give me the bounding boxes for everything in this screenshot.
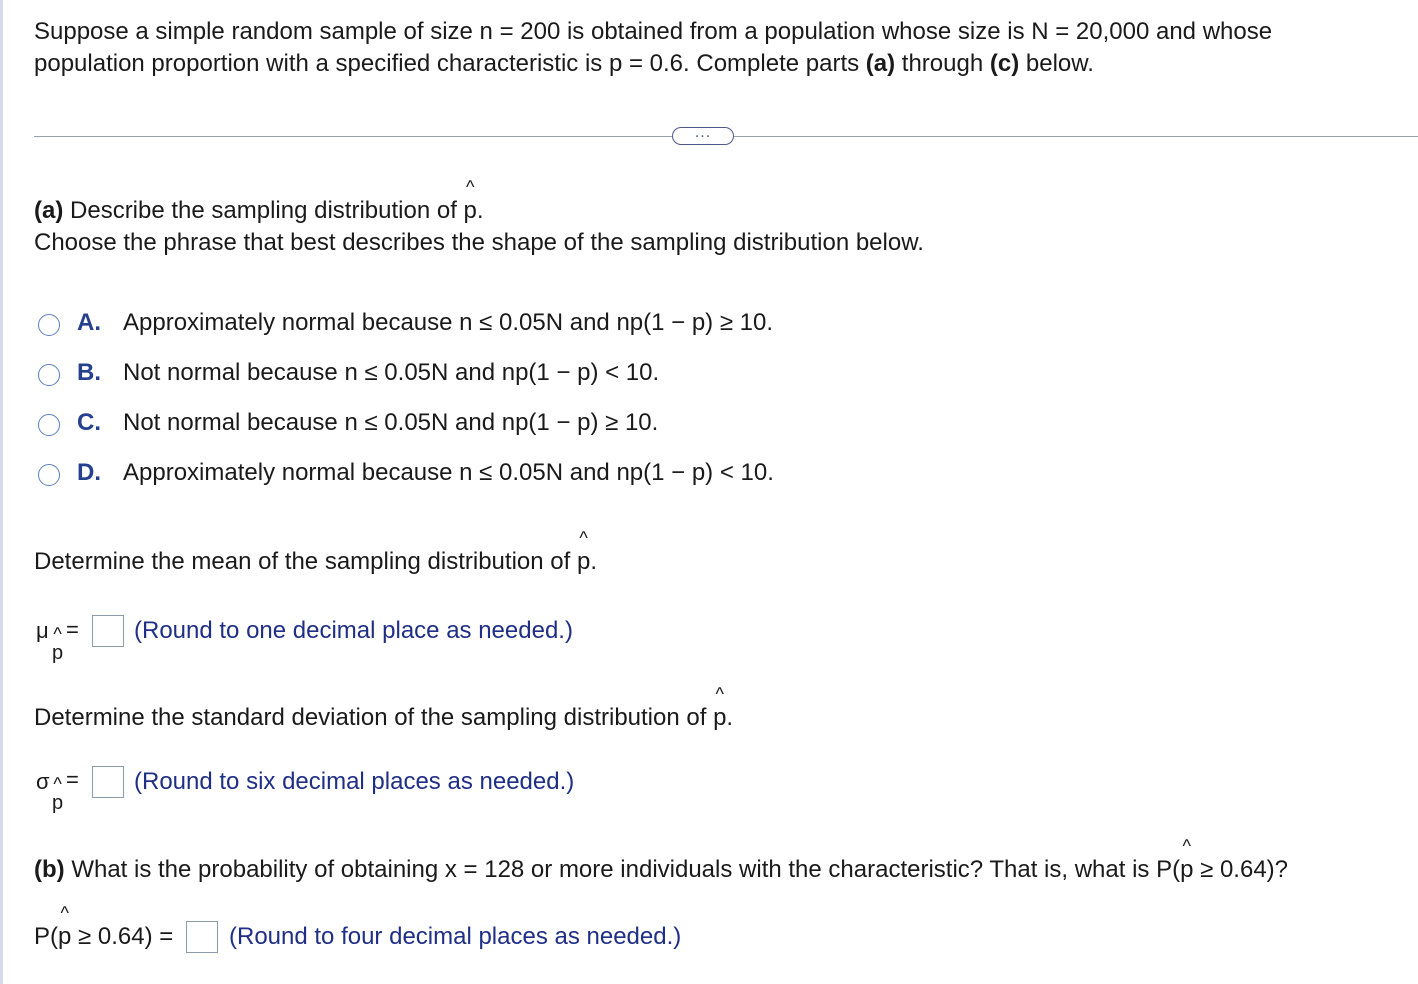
show-more-button[interactable]: ... [672, 127, 734, 145]
mean-question: Determine the mean of the sampling distribution of ^ p. [34, 546, 597, 578]
sigma-symbol: σ [36, 769, 50, 794]
mu-symbol: μ [36, 618, 49, 643]
option-letter: D. [77, 459, 101, 486]
probability-answer-input[interactable] [186, 921, 218, 953]
option-text: Approximately normal because n ≤ 0.05N and np(1 − p) < 10. [123, 459, 774, 486]
option-text: Not normal because n ≤ 0.05N and np(1 − p) ≥ 10. [123, 409, 659, 436]
radio-button-b[interactable] [38, 364, 60, 386]
radio-button-d[interactable] [38, 464, 60, 486]
sigma-subscript-p-hat: ^ p [52, 792, 63, 815]
p-hat-symbol: ^ p [713, 702, 726, 734]
sd-equals: = [66, 767, 79, 792]
option-text: Not normal because n ≤ 0.05N and np(1 − p) < 10. [123, 359, 660, 386]
mean-answer-input[interactable] [92, 615, 124, 647]
probability-label: P(^ p ≥ 0.64) = [34, 921, 173, 953]
p-hat-symbol: ^ p [464, 195, 477, 227]
option-letter: A. [77, 309, 101, 336]
sd-answer-input[interactable] [92, 766, 124, 798]
problem-statement-line1: Suppose a simple random sample of size n = 200 is obtained from a population whose size is N = 20,000 and whose [34, 18, 1273, 45]
option-text: Approximately normal because n ≤ 0.05N and np(1 − p) ≥ 10. [123, 309, 774, 336]
mean-rounding-hint: (Round to one decimal place as needed.) [134, 617, 573, 644]
probability-rounding-hint: (Round to four decimal places as needed.) [229, 923, 682, 950]
mu-subscript-p-hat: ^ p [52, 642, 63, 665]
part-b-question: (b) What is the probability of obtaining x = 128 or more individuals with the characteristic? That is, what is P(^ p ≥ 0.64)? [34, 854, 1288, 886]
part-a-question: (a) Describe the sampling distribution of ^ p. [34, 195, 484, 227]
sd-question: Determine the standard deviation of the sampling distribution of ^ p. [34, 702, 733, 734]
p-hat-symbol: ^ p [1180, 854, 1193, 886]
sd-rounding-hint: (Round to six decimal places as needed.) [134, 768, 575, 795]
option-letter: B. [77, 359, 101, 386]
option-d[interactable] [36, 456, 936, 496]
radio-button-a[interactable] [38, 314, 60, 336]
option-b[interactable] [36, 356, 936, 396]
p-hat-symbol: ^ p [577, 546, 590, 578]
part-a-instruction: Choose the phrase that best describes the shape of the sampling distribution below. [34, 229, 924, 256]
mean-equals: = [66, 617, 79, 642]
option-c[interactable] [36, 406, 936, 446]
problem-statement-line2: population proportion with a specified characteristic is p = 0.6. Complete parts (a) through (c) below. [34, 50, 1094, 77]
left-border [0, 0, 3, 984]
option-letter: C. [77, 409, 101, 436]
p-hat-symbol: ^ p [58, 921, 71, 953]
radio-button-c[interactable] [38, 414, 60, 436]
option-a[interactable] [36, 306, 936, 346]
